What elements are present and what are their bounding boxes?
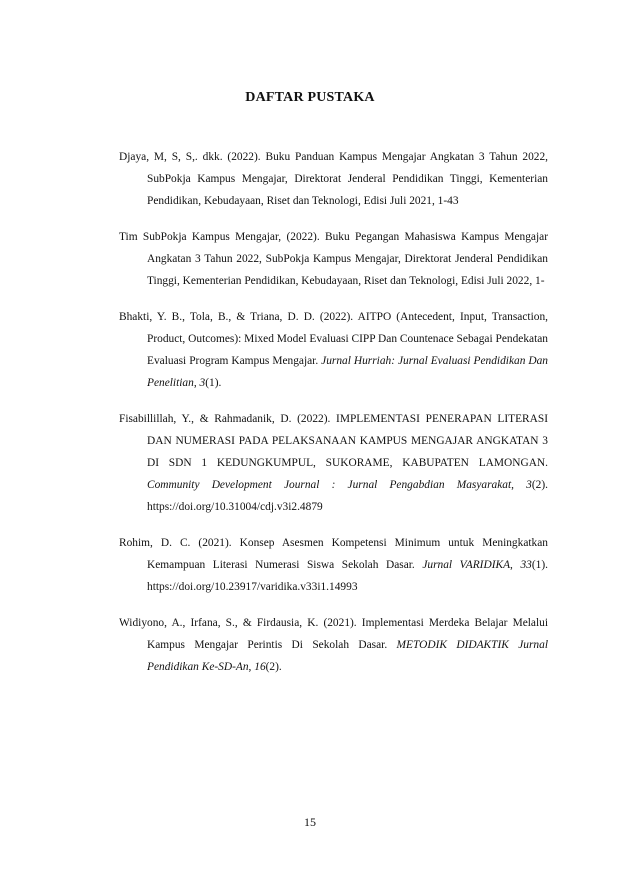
reference-volume: 3 xyxy=(526,479,532,491)
reference-volume: 3 xyxy=(199,377,206,389)
reference-item xyxy=(119,146,548,212)
reference-item xyxy=(119,408,548,518)
reference-volume: 33 xyxy=(520,559,532,571)
reference-issue-doi: (1). https://doi.org/10.23917/varidika.v33i1.14993 xyxy=(147,559,548,593)
reference-item xyxy=(119,612,548,678)
reference-item xyxy=(119,226,548,292)
reference-text: Bhakti, Y. B., Tola, B., & Triana, D. D. (2022). AITPO (Antecedent, Input, Transaction, Product, Outcomes): Mixed Model Evaluasi CIPP Dan Countenace Sebagai Pendekatan Evaluasi Program Kampus Mengajar. xyxy=(119,311,548,367)
reference-journal: Jurnal VARIDIKA xyxy=(422,559,511,571)
reference-separator: , xyxy=(511,479,527,491)
reference-text: Widiyono, A., Irfana, S., & Firdausia, K. (2021). Implementasi Merdeka Belajar Melalui Kampus Mengajar Perintis Di Sekolah Dasar. xyxy=(119,617,548,651)
reference-issue: (1). xyxy=(205,377,222,389)
reference-issue-doi: (2). https://doi.org/10.31004/cdj.v3i2.4879 xyxy=(147,479,548,513)
page-number: 15 xyxy=(304,815,316,829)
reference-journal: METODIK DIDAKTIK Jurnal Pendidikan Ke-SD-An xyxy=(147,639,548,673)
reference-text: Djaya, M, S, S,. dkk. (2022). Buku Panduan Kampus Mengajar Angkatan 3 Tahun 2022, SubPokja Kampus Mengajar, Direktorat Jenderal Pendidikan Tinggi, Kementerian Pendidikan, Kebudayaan, Riset dan Teknologi, Edisi Juli 2021, 1-43 xyxy=(119,151,548,207)
reference-separator: , xyxy=(248,661,255,673)
reference-item xyxy=(119,306,548,394)
reference-separator: , xyxy=(510,559,521,571)
reference-item xyxy=(119,532,548,598)
reference-volume: 16 xyxy=(254,661,266,673)
reference-text: Tim SubPokja Kampus Mengajar, (2022). Buku Pegangan Mahasiswa Kampus Mengajar Angkatan 3 Tahun 2022, SubPokja Kampus Mengajar, Direktorat Jenderal Pendidikan Tinggi, Kementerian Pendidikan, Kebudayaan, Riset dan Teknologi, Edisi Juli 2022, 1- xyxy=(119,231,548,287)
reference-journal: Community Development Journal : Jurnal Pengabdian Masyarakat xyxy=(147,479,512,491)
reference-separator: , xyxy=(193,377,200,389)
reference-issue: (2). xyxy=(265,661,282,673)
reference-journal: Jurnal Hurriah: Jurnal Evaluasi Pendidikan Dan Penelitian xyxy=(147,355,548,389)
reference-text: Rohim, D. C. (2021). Konsep Asesmen Kompetensi Minimum untuk Meningkatkan Kemampuan Literasi Numerasi Siswa Sekolah Dasar. xyxy=(119,537,548,571)
reference-text: Fisabillillah, Y., & Rahmadanik, D. (2022). IMPLEMENTASI PENERAPAN LITERASI DAN NUMERASI PADA PELAKSANAAN KAMPUS MENGAJAR ANGKATAN 3 DI SDN 1 KEDUNGKUMPUL, SUKORAME, KABUPATEN LAMONGAN. xyxy=(119,413,548,469)
page-title: DAFTAR PUSTAKA xyxy=(245,90,375,105)
reference-list xyxy=(119,146,548,692)
